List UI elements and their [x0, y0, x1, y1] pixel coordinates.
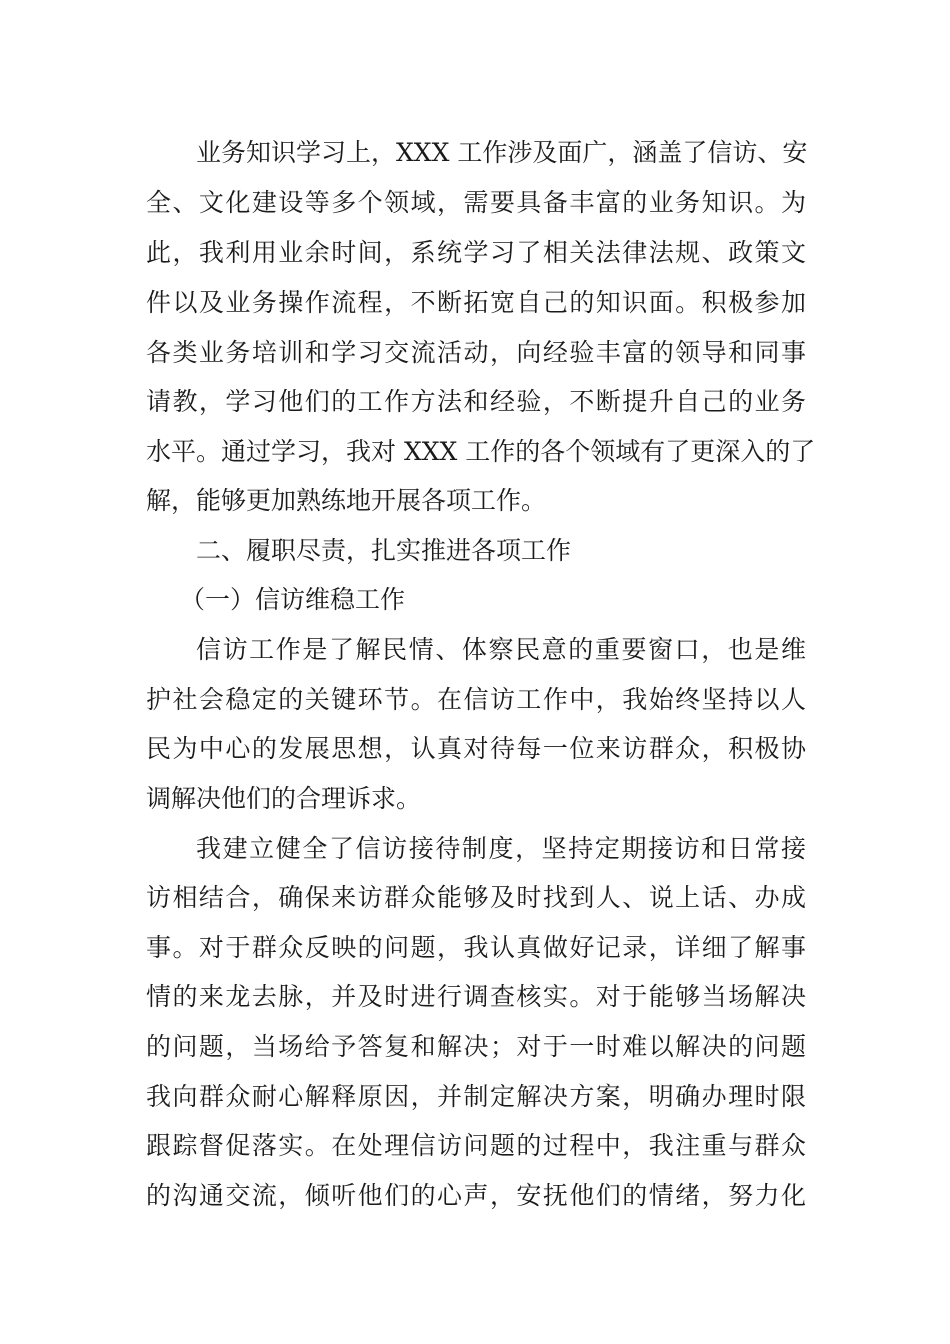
paragraph-1-line-7: 水平。通过学习，我对 XXX 工作的各个领域有了更深入的了: [146, 437, 816, 466]
paragraph-3-line-2: 访相结合，确保来访群众能够及时找到人、说上话、办成: [146, 883, 806, 912]
paragraph-2-line-2: 护社会稳定的关键环节。在信访工作中，我始终坚持以人: [146, 685, 806, 714]
paragraph-1-line-4: 件以及业务操作流程，不断拓宽自己的知识面。积极参加: [146, 288, 806, 317]
paragraph-3-line-1: 我建立健全了信访接待制度，坚持定期接访和日常接: [196, 834, 806, 863]
paragraph-3-line-7: 跟踪督促落实。在处理信访问题的过程中，我注重与群众: [146, 1131, 806, 1160]
paragraph-3-line-5: 的问题，当场给予答复和解决；对于一时难以解决的问题: [146, 1032, 806, 1061]
paragraph-2-line-1: 信访工作是了解民情、体察民意的重要窗口，也是维: [196, 635, 806, 664]
paragraph-3-line-4: 情的来龙去脉，并及时进行调查核实。对于能够当场解决: [146, 982, 806, 1011]
paragraph-1-line-1: 业务知识学习上，XXX 工作涉及面广，涵盖了信访、安: [196, 138, 808, 167]
paragraph-1-line-5: 各类业务培训和学习交流活动，向经验丰富的领导和同事: [146, 338, 806, 367]
paragraph-3-line-3: 事。对于群众反映的问题，我认真做好记录，详细了解事: [146, 933, 806, 962]
paragraph-1-line-3: 此，我利用业余时间，系统学习了相关法律法规、政策文: [146, 238, 806, 267]
subsection-heading: （一）信访维稳工作: [180, 585, 406, 614]
paragraph-2-line-3: 民为中心的发展思想，认真对待每一位来访群众，积极协: [146, 734, 806, 763]
paragraph-3-line-8: 的沟通交流，倾听他们的心声，安抚他们的情绪，努力化: [146, 1181, 806, 1210]
paragraph-1-line-8: 解，能够更加熟练地开展各项工作。: [146, 486, 547, 515]
paragraph-3-line-6: 我向群众耐心解释原因，并制定解决方案，明确办理时限: [146, 1082, 806, 1111]
paragraph-1-line-2: 全、文化建设等多个领域，需要具备丰富的业务知识。为: [146, 188, 806, 217]
section-heading: 二、履职尽责，扎实推进各项工作: [196, 536, 572, 565]
paragraph-2-line-4: 调解决他们的合理诉求。: [146, 784, 422, 813]
paragraph-1-line-6: 请教，学习他们的工作方法和经验，不断提升自己的业务: [146, 387, 806, 416]
